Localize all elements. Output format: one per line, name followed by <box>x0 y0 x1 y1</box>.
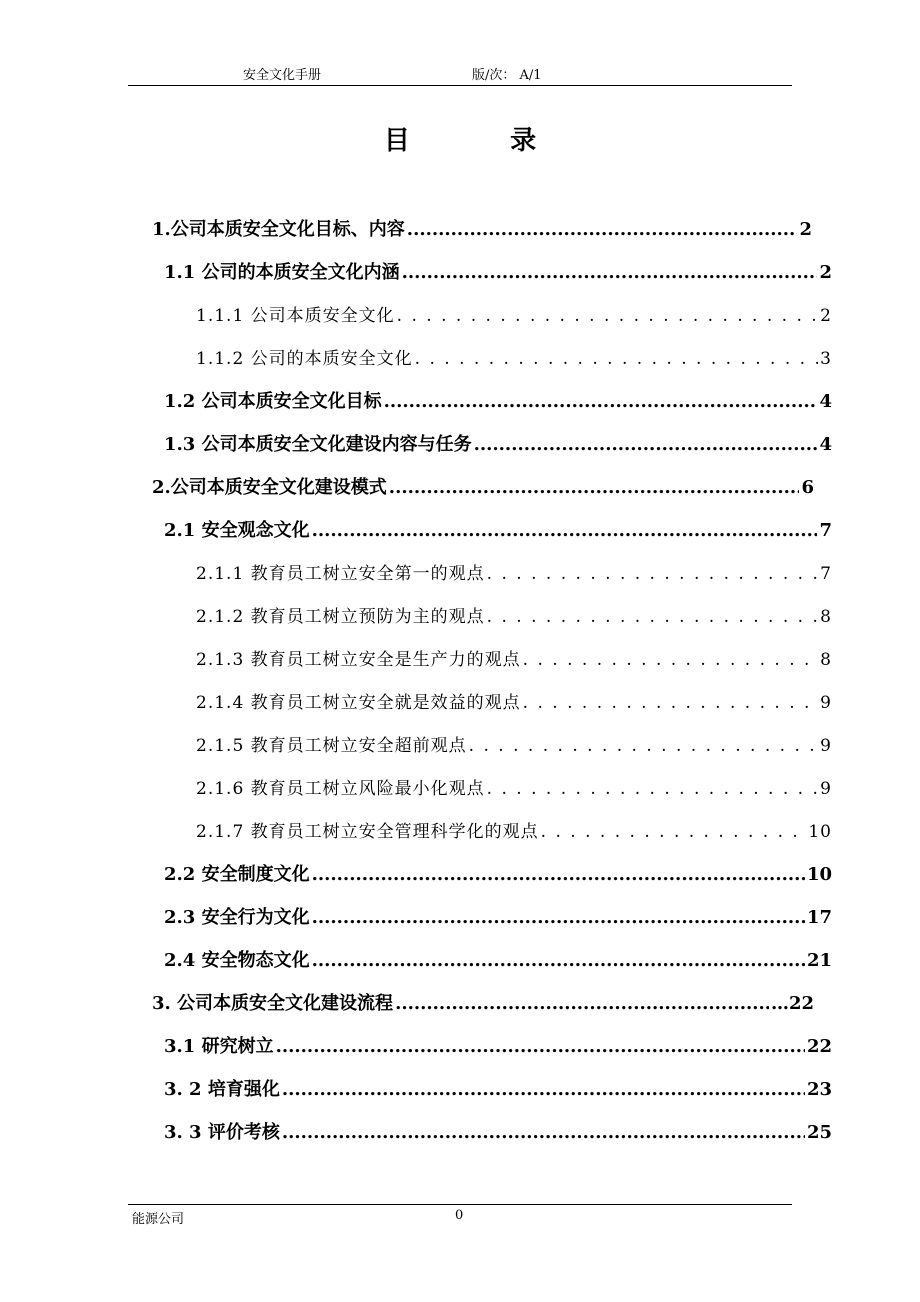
toc-entry[interactable]: 2.公司本质安全文化建设模式 ..... 6 <box>152 473 814 503</box>
toc-entry[interactable]: 2.1.3 教育员工树立安全是生产力的观点 . . . 8 <box>196 645 832 675</box>
footer-page-number: 0 <box>455 1208 464 1223</box>
toc-entry[interactable]: 2.1.4 教育员工树立安全就是效益的观点 . . . 9 <box>196 688 832 718</box>
toc-entry[interactable]: 2.1.5 教育员工树立安全超前观点 . . . 9 <box>196 731 832 761</box>
toc-entry[interactable]: 3. 公司本质安全文化建设流程 ..... …22 <box>152 989 814 1019</box>
toc-entry[interactable]: 1.1.1 公司本质安全文化 . . . 2 <box>196 301 832 331</box>
footer-rule <box>128 1204 792 1205</box>
toc-entry[interactable]: 2.1.7 教育员工树立安全管理科学化的观点 . . . 10 <box>196 817 832 847</box>
title-char-1: 目 <box>383 126 410 156</box>
toc-entry[interactable]: 1.3 公司本质安全文化建设内容与任务 ..... 4 <box>164 430 832 460</box>
toc-entry[interactable]: 1.2 公司本质安全文化目标 ..... 4 <box>164 387 832 417</box>
header-rule <box>128 85 792 86</box>
toc-entry[interactable]: 2.2 安全制度文化 ..... 10 <box>164 860 832 890</box>
toc-entry[interactable]: 1.1.2 公司的本质安全文化 . . . 3 <box>196 344 832 374</box>
toc-entry[interactable]: 2.4 安全物态文化 ..... 21 <box>164 946 832 976</box>
toc-entry[interactable]: 1.公司本质安全文化目标、内容 ..... 2 <box>152 215 812 245</box>
toc-entry[interactable]: 2.1.6 教育员工树立风险最小化观点 . . . 9 <box>196 774 832 804</box>
toc-entry[interactable]: 1.1 公司的本质安全文化内涵 ..... 2 <box>164 258 832 288</box>
toc-entry[interactable]: 2.1.1 教育员工树立安全第一的观点 . . . 7 <box>196 559 832 589</box>
toc-entry[interactable]: 3. 3 评价考核 ..... 25 <box>164 1118 832 1148</box>
toc-entry[interactable]: 2.3 安全行为文化 ..... 17 <box>164 903 832 933</box>
toc-entry[interactable]: 3. 2 培育强化 ..... 23 <box>164 1075 832 1105</box>
title-char-2: 录 <box>510 126 537 156</box>
toc-entry[interactable]: 2.1.2 教育员工树立预防为主的观点 . . . 8 <box>196 602 832 632</box>
toc-entry[interactable]: 3.1 研究树立 ..... 22 <box>164 1032 832 1062</box>
header-doc-title: 安全文化手册 <box>243 68 322 83</box>
toc-entry[interactable]: 2.1 安全观念文化 ..... 7 <box>164 516 832 546</box>
page-title <box>0 120 920 157</box>
header-version: 版/次： A/1 <box>472 68 542 83</box>
footer-company: 能源公司 <box>132 1212 185 1227</box>
